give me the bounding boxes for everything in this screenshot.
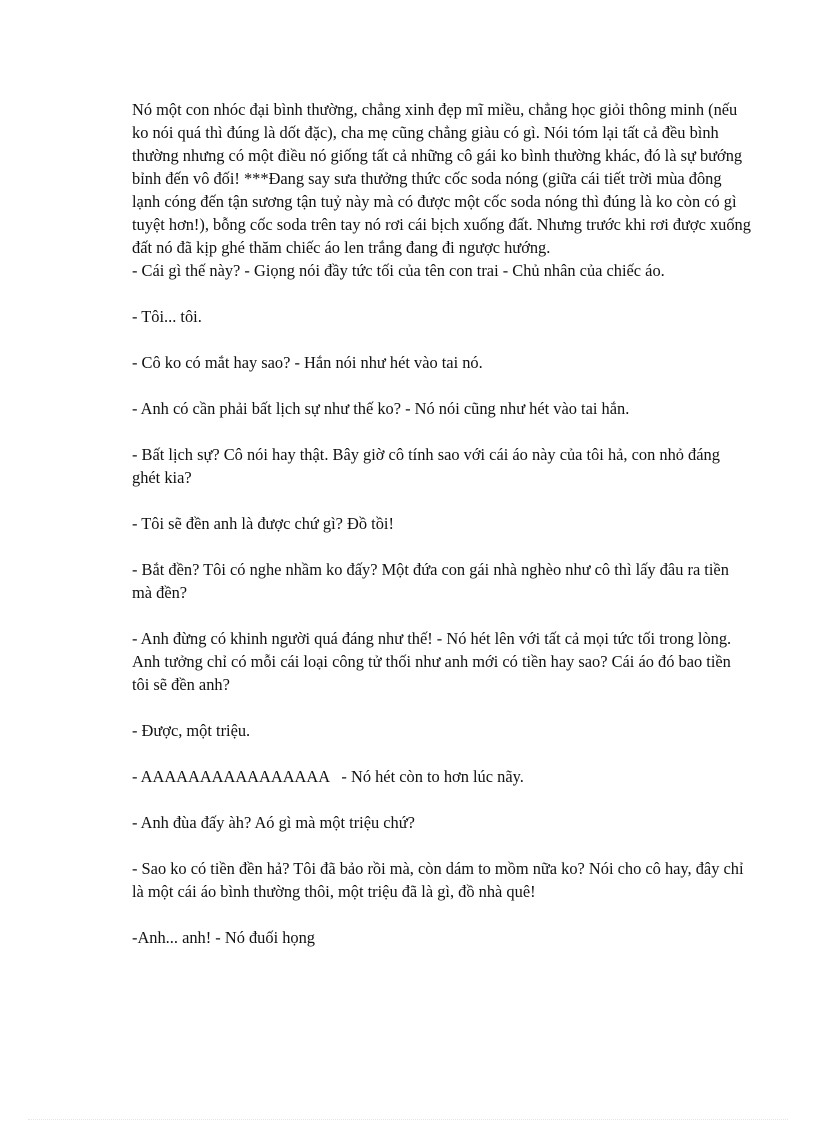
dialogue-line: - Cô ko có mắt hay sao? - Hắn nói như hét vào tai nó. <box>132 353 483 372</box>
dialogue-line: - Được, một triệu. <box>132 721 251 740</box>
dialogue-line: - AAAAAAAAAAAAAAAA - Nó hét còn to hơn lúc nãy. <box>132 767 524 786</box>
dialogue-line: - Anh có cần phải bất lịch sự như thế ko? - Nó nói cũng như hét vào tai hắn. <box>132 399 630 418</box>
dialogue-line: - Bắt đền? Tôi có nghe nhầm ko đấy? Một đứa con gái nhà nghèo như cô thì lấy đâu ra tiền mà đền? <box>132 560 729 602</box>
dialogue-line: -Anh... anh! - Nó đuối họng <box>132 928 316 947</box>
dialogue-line: - Tôi sẽ đền anh là được chứ gì? Đồ tồi! <box>132 514 394 533</box>
page-bottom-rule <box>28 1119 788 1120</box>
dialogue-line: - Sao ko có tiền đền hả? Tôi đã bảo rồi mà, còn dám to mồm nữa ko? Nói cho cô hay, đây chỉ là một cái áo bình thường thôi, một triệu đã là gì, đồ nhà quê! <box>132 859 744 901</box>
dialogue-line: - Bất lịch sự? Cô nói hay thật. Bây giờ cô tính sao với cái áo này của tôi hả, con nhỏ đáng ghét kia? <box>132 445 720 487</box>
dialogue-line: - Tôi... tôi. <box>132 307 202 326</box>
dialogue-line: - Anh đừng có khinh người quá đáng như thế! - Nó hét lên với tất cả mọi tức tối trong lòng. Anh tưởng chỉ có mỗi cái loại công tử thối như anh mới có tiền hay sao? Cái áo đó bao tiền tôi sẽ đền anh? <box>132 629 732 694</box>
dialogue-line: - Cái gì thế này? - Giọng nói đầy tức tối của tên con trai - Chủ nhân của chiếc áo. <box>132 261 665 280</box>
document-body <box>132 98 752 949</box>
paragraph-intro: Nó một con nhóc đại bình thường, chẳng xinh đẹp mĩ miều, chẳng học giỏi thông minh (nếu ko nói quá thì đúng là dốt đặc), cha mẹ cũng chẳng giàu có gì. Nói tóm lại tất cả đều bình thường nhưng có một điều nó giống tất cả những cô gái ko bình thường khác, đó là sự bướng bỉnh đến vô đối! ***Đang say sưa thưởng thức cốc soda nóng (giữa cái tiết trời mùa đông lạnh cóng đến tận sương tận tuỷ này mà có được một cốc soda nóng thì đúng là ko còn có gì tuyệt hơn!), bỗng cốc soda trên tay nó rơi cái bịch xuống đất. Nhưng trước khi rơi được xuống đất nó đã kịp ghé thăm chiếc áo len trắng đang đi ngược hướng. <box>132 100 751 257</box>
dialogue-line: - Anh đùa đấy àh? Aó gì mà một triệu chứ? <box>132 813 415 832</box>
